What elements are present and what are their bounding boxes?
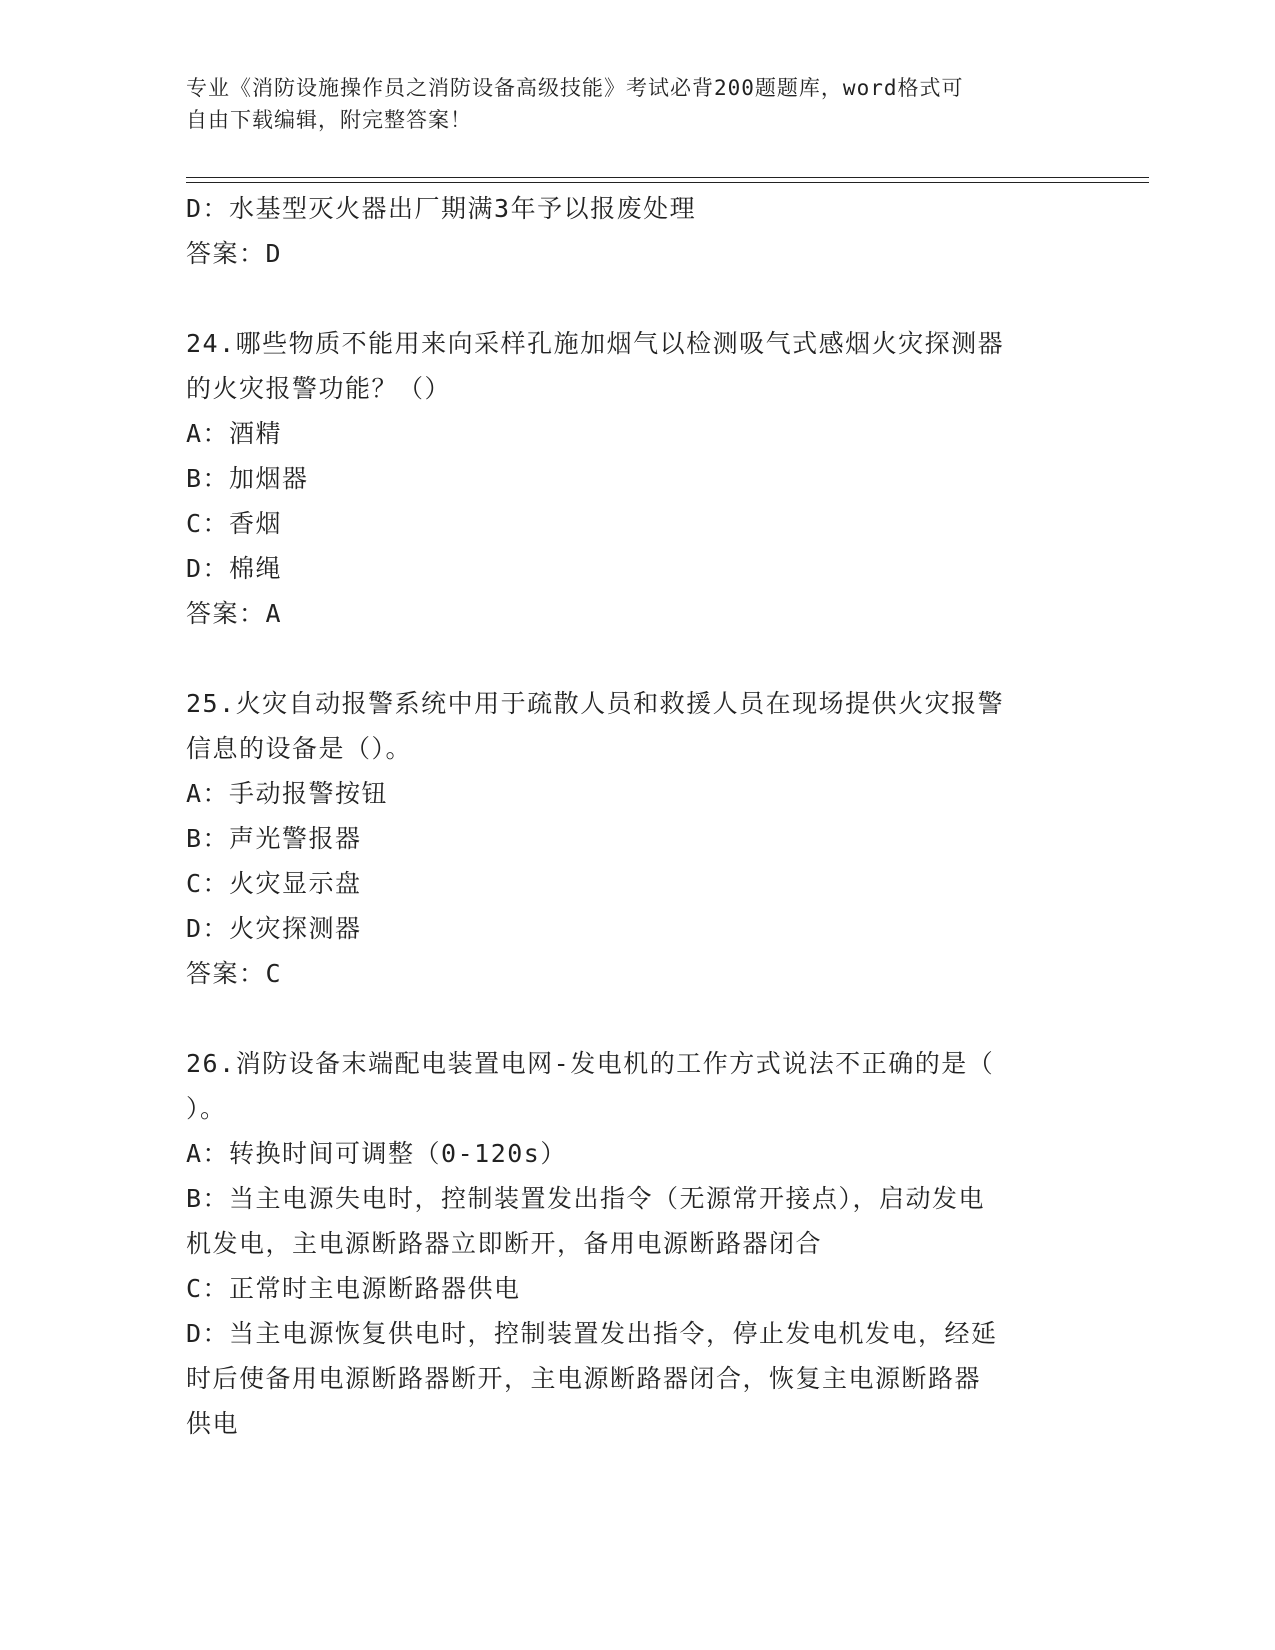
question-spacer bbox=[186, 636, 1086, 681]
header-line-2: 自由下载编辑，附完整答案！ bbox=[186, 108, 472, 132]
q24-option-a: A：酒精 bbox=[186, 419, 283, 448]
q23-answer: 答案：D bbox=[186, 239, 283, 268]
header-line-1: 专业《消防设施操作员之消防设备高级技能》考试必背200题题库，word格式可 bbox=[186, 76, 964, 100]
q26-option-b-line-2: 机发电，主电源断路器立即断开，备用电源断路器闭合 bbox=[186, 1229, 823, 1258]
q26-option-c: C：正常时主电源断路器供电 bbox=[186, 1274, 521, 1303]
q24-stem-line-2: 的火灾报警功能？（） bbox=[186, 374, 452, 403]
q26-option-d-line-3: 供电 bbox=[186, 1409, 240, 1438]
header-divider-top bbox=[186, 177, 1149, 178]
q26-stem-line-2: ）。 bbox=[186, 1094, 227, 1123]
q24-answer: 答案：A bbox=[186, 599, 283, 628]
q25-option-d: D：火灾探测器 bbox=[186, 914, 362, 943]
question-24 bbox=[186, 321, 1086, 636]
q26-option-b-line-1: B：当主电源失电时，控制装置发出指令（无源常开接点），启动发电 bbox=[186, 1184, 986, 1213]
q24-option-c: C：香烟 bbox=[186, 509, 283, 538]
question-26 bbox=[186, 1041, 1086, 1446]
document-header bbox=[186, 72, 1066, 136]
q24-option-b: B：加烟器 bbox=[186, 464, 309, 493]
question-spacer bbox=[186, 996, 1086, 1041]
q25-option-c: C：火灾显示盘 bbox=[186, 869, 362, 898]
q26-stem-line-1: 26.消防设备末端配电装置电网-发电机的工作方式说法不正确的是（ bbox=[186, 1049, 995, 1078]
q23-option-d: D：水基型灭火器出厂期满3年予以报废处理 bbox=[186, 194, 697, 223]
q26-option-d-line-2: 时后使备用电源断路器断开，主电源断路器闭合，恢复主电源断路器 bbox=[186, 1364, 982, 1393]
document-body bbox=[186, 186, 1086, 1446]
question-25 bbox=[186, 681, 1086, 996]
q25-option-a: A：手动报警按钮 bbox=[186, 779, 389, 808]
q25-stem-line-1: 25.火灾自动报警系统中用于疏散人员和救援人员在现场提供火灾报警 bbox=[186, 689, 1005, 718]
q25-answer: 答案：C bbox=[186, 959, 283, 988]
q26-option-d-line-1: D：当主电源恢复供电时，控制装置发出指令，停止发电机发电，经延 bbox=[186, 1319, 998, 1348]
q24-option-d: D：棉绳 bbox=[186, 554, 283, 583]
q26-option-a: A：转换时间可调整（0-120s） bbox=[186, 1139, 567, 1168]
q24-stem-line-1: 24.哪些物质不能用来向采样孔施加烟气以检测吸气式感烟火灾探测器 bbox=[186, 329, 1005, 358]
question-spacer bbox=[186, 276, 1086, 321]
q25-stem-line-2: 信息的设备是（）。 bbox=[186, 734, 413, 763]
header-divider-bottom bbox=[186, 182, 1149, 183]
q25-option-b: B：声光警报器 bbox=[186, 824, 362, 853]
